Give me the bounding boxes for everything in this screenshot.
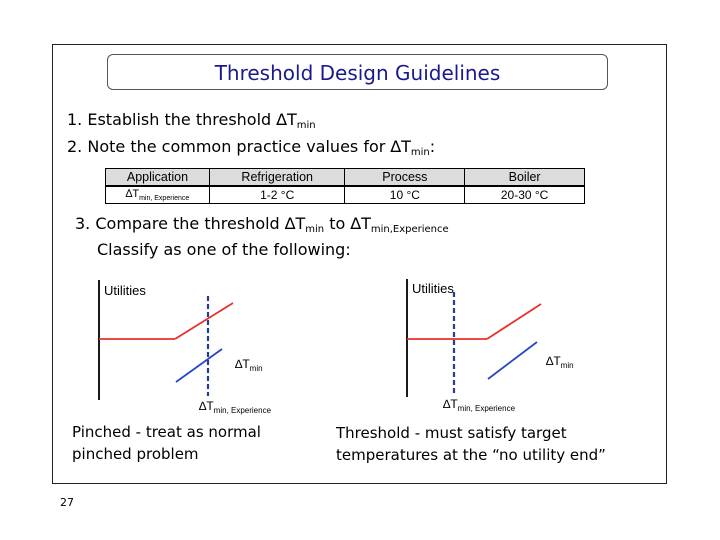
- delta-tmin-label: $\Delta T_{min}$: [235, 357, 263, 373]
- table-row-header: $\Delta T_{min, Experience}$: [106, 186, 210, 204]
- threshold-caption: Threshold - must satisfy target temperatures at the “no utility end”: [336, 424, 606, 464]
- table-header-cell: Process: [345, 169, 465, 187]
- delta-tmin-label: $\Delta T_{min}$: [546, 354, 574, 370]
- y-axis-label: Utilities: [104, 283, 146, 298]
- step-1: 1. Establish the threshold $\Delta T_{min}$: [67, 110, 316, 131]
- table-cell: 20-30 °C: [465, 186, 585, 204]
- table-header-cell: Application: [106, 169, 210, 187]
- slide-title: Threshold Design Guidelines: [107, 54, 608, 90]
- practice-values-table: [105, 168, 585, 204]
- table-header-cell: Refrigeration: [209, 169, 345, 187]
- step-2: 2. Note the common practice values for $\Delta T_{min}$:: [67, 137, 436, 158]
- cold-utility-line: [488, 342, 537, 379]
- hot-utility-line: [175, 303, 233, 339]
- table-header-cell: Boiler: [465, 169, 585, 187]
- table-row: [106, 186, 585, 204]
- table-cell: 1-2 °C: [209, 186, 345, 204]
- hot-utility-line: [487, 304, 541, 339]
- table-header-row: [106, 169, 585, 187]
- pinched-diagram: [85, 278, 300, 418]
- y-axis-label: Utilities: [412, 281, 454, 296]
- delta-tmin-experience-label: $\Delta T_{min, Experience}$: [199, 399, 272, 415]
- delta-tmin-experience-label: $\Delta T_{min, Experience}$: [443, 397, 516, 413]
- pinched-caption: Pinched - treat as normal pinched problem: [72, 423, 261, 463]
- page-number: 27: [60, 496, 74, 509]
- threshold-diagram: [393, 275, 608, 415]
- step-3: 3. Compare the threshold $\Delta T_{min}$ to $\Delta T_{min,Experience}$: [75, 214, 449, 235]
- step-3-line-2: Classify as one of the following:: [97, 240, 351, 259]
- cold-utility-line: [176, 349, 222, 382]
- table-cell: 10 °C: [345, 186, 465, 204]
